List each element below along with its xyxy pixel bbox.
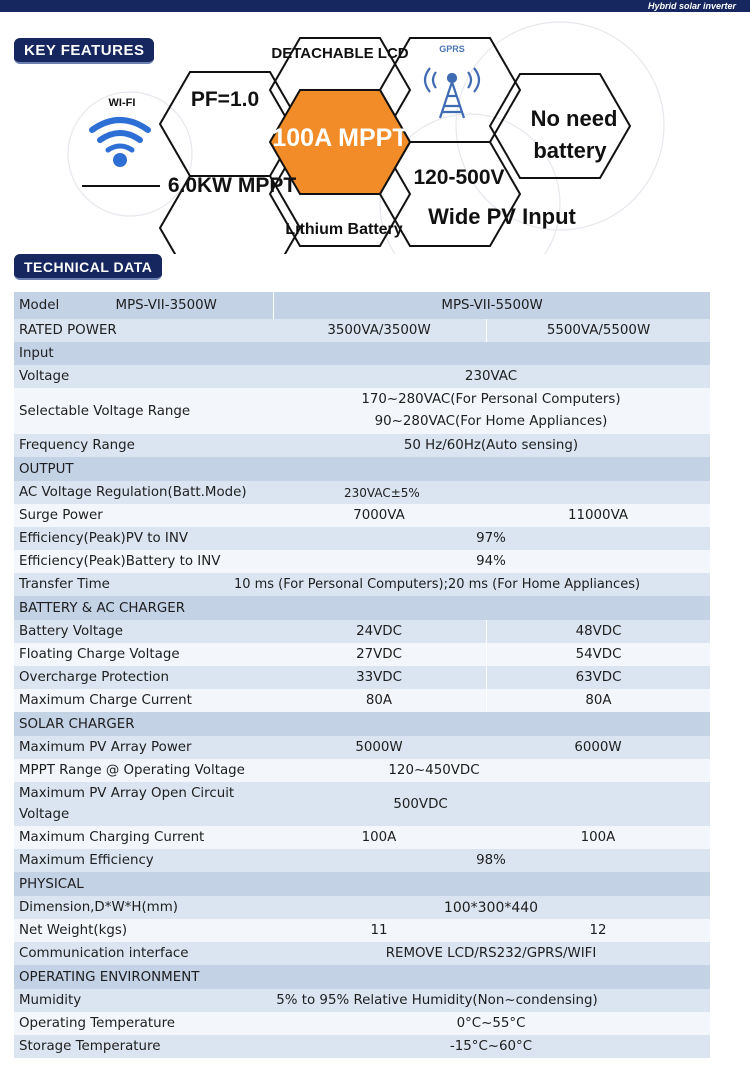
table-row bbox=[14, 826, 710, 849]
model-a: MPS-VII-3500W bbox=[115, 298, 217, 313]
wifi-label: WI-FI bbox=[108, 97, 136, 109]
table-row bbox=[14, 1035, 710, 1058]
battery-title: BATTERY & AC CHARGER bbox=[19, 600, 186, 616]
mppt-range-label: MPPT Range @ Operating Voltage bbox=[19, 763, 245, 778]
max-charge-label: Maximum Charge Current bbox=[19, 693, 192, 708]
surge-a: 7000VA bbox=[353, 508, 405, 523]
table-row bbox=[14, 689, 710, 712]
floating-label: Floating Charge Voltage bbox=[19, 647, 180, 662]
max-charge-a: 80A bbox=[365, 693, 393, 708]
humidity-value: 5% to 95% Relative Humidity(Non~condensing) bbox=[276, 993, 598, 1008]
surge-b: 11000VA bbox=[567, 508, 629, 523]
regulation-value: 230VAC±5% bbox=[344, 485, 420, 500]
pf-text: PF=1.0 bbox=[190, 88, 260, 111]
table-row bbox=[14, 896, 710, 919]
environment-title: OPERATING ENVIRONMENT bbox=[19, 969, 200, 985]
section-battery bbox=[14, 596, 710, 620]
section-output bbox=[14, 457, 710, 481]
mppt-range-value: 120~450VDC bbox=[388, 763, 480, 778]
eff-pv-label: Efficiency(Peak)PV to INV bbox=[19, 531, 189, 546]
floating-b: 54VDC bbox=[486, 643, 710, 666]
op-temp-value: 0°C~55°C bbox=[456, 1016, 526, 1031]
table-row-rated-power bbox=[14, 319, 710, 342]
physical-title: PHYSICAL bbox=[19, 876, 84, 892]
section-environment bbox=[14, 965, 710, 989]
max-eff-value: 98% bbox=[476, 853, 506, 868]
table-row bbox=[14, 643, 710, 666]
rated-power-a: 3500VA/3500W bbox=[327, 323, 431, 338]
overcharge-label: Overcharge Protection bbox=[19, 670, 169, 685]
key-features-diagram bbox=[0, 14, 750, 254]
floating-a: 27VDC bbox=[356, 647, 402, 662]
open-circuit-value: 500VDC bbox=[393, 796, 448, 812]
selectable-values bbox=[272, 388, 710, 434]
table-row bbox=[14, 388, 710, 434]
dimension-label: Dimension,D*W*H(mm) bbox=[19, 900, 178, 915]
table-row bbox=[14, 666, 710, 689]
charging-current-b: 100A bbox=[580, 830, 616, 845]
section-physical bbox=[14, 872, 710, 896]
table-row-model bbox=[14, 292, 710, 319]
table-row bbox=[14, 989, 710, 1012]
lcd-text: DETACHABLE LCD bbox=[271, 45, 409, 62]
max-charge-b: 80A bbox=[486, 689, 710, 712]
mppt100-text: 100A MPPT bbox=[272, 124, 408, 152]
transfer-label: Transfer Time bbox=[19, 577, 110, 592]
table-row bbox=[14, 849, 710, 872]
table-row bbox=[14, 919, 710, 942]
max-pv-a: 5000W bbox=[355, 740, 403, 755]
batt-voltage-a: 24VDC bbox=[356, 624, 402, 639]
table-row bbox=[14, 620, 710, 643]
input-title: Input bbox=[19, 346, 54, 361]
rated-power-label: RATED POWER bbox=[19, 323, 117, 338]
section-solar bbox=[14, 712, 710, 736]
charging-current-label: Maximum Charging Current bbox=[19, 830, 205, 845]
table-row bbox=[14, 1012, 710, 1035]
table-row bbox=[14, 481, 710, 504]
op-temp-label: Operating Temperature bbox=[19, 1016, 176, 1031]
humidity-label: Mumidity bbox=[19, 993, 82, 1008]
voltage-label: Voltage bbox=[19, 369, 70, 384]
transfer-value: 10 ms (For Personal Computers);20 ms (For Home Appliances) bbox=[233, 577, 641, 592]
storage-temp-value: -15°C~60°C bbox=[449, 1039, 533, 1054]
surge-label: Surge Power bbox=[19, 508, 103, 523]
wifi-icon bbox=[92, 120, 148, 167]
overcharge-b: 63VDC bbox=[486, 666, 710, 689]
lithium-text: Lithium Battery bbox=[285, 221, 403, 238]
spec-table bbox=[14, 292, 710, 1058]
comm-value: REMOVE LCD/RS232/GPRS/WIFI bbox=[385, 946, 597, 961]
eff-batt-label: Efficiency(Peak)Battery to INV bbox=[19, 554, 221, 569]
open-circuit-label: Maximum PV Array Open Circuit Voltage bbox=[19, 786, 235, 822]
charging-current-a: 100A bbox=[361, 830, 397, 845]
weight-label: Net Weight(kgs) bbox=[19, 923, 128, 938]
max-eff-label: Maximum Efficiency bbox=[19, 853, 154, 868]
storage-temp-label: Storage Temperature bbox=[19, 1039, 161, 1054]
selectable-line1: 170~280VAC(For Personal Computers) bbox=[361, 392, 621, 407]
batt-voltage-label: Battery Voltage bbox=[19, 624, 124, 639]
voltage-value: 230VAC bbox=[464, 369, 518, 384]
gprs-label: GPRS bbox=[439, 44, 465, 54]
mppt6-text: 6.0KW MPPT bbox=[167, 174, 297, 197]
weight-a: 11 bbox=[370, 923, 388, 938]
weight-b: 12 bbox=[589, 923, 607, 938]
wide-pv-text: Wide PV Input bbox=[428, 204, 576, 229]
section-input bbox=[14, 342, 710, 365]
max-pv-b: 6000W bbox=[574, 740, 622, 755]
no-battery-line2: battery bbox=[533, 138, 607, 163]
table-row bbox=[14, 573, 710, 596]
pv-range-text: 120-500V bbox=[413, 166, 505, 189]
model-b: MPS-VII-5500W bbox=[273, 292, 710, 319]
solar-title: SOLAR CHARGER bbox=[19, 716, 135, 732]
max-pv-label: Maximum PV Array Power bbox=[19, 740, 192, 755]
table-row bbox=[14, 736, 710, 759]
model-label: Model bbox=[19, 298, 60, 313]
top-banner bbox=[0, 0, 750, 12]
banner-title: Hybrid solar inverter bbox=[647, 1, 736, 11]
comm-label: Communication interface bbox=[19, 946, 189, 961]
eff-pv-value: 97% bbox=[476, 531, 506, 546]
overcharge-a: 33VDC bbox=[356, 670, 402, 685]
table-row bbox=[14, 759, 710, 782]
table-row bbox=[14, 365, 710, 388]
table-row bbox=[14, 942, 710, 965]
table-row bbox=[14, 434, 710, 457]
no-battery-line1: No need bbox=[530, 106, 618, 131]
frequency-label: Frequency Range bbox=[19, 438, 135, 453]
batt-voltage-b: 48VDC bbox=[486, 620, 710, 643]
table-row bbox=[14, 782, 710, 826]
key-features-label: KEY FEATURES bbox=[14, 38, 154, 64]
dimension-value: 100*300*440 bbox=[443, 899, 539, 916]
technical-data-label: TECHNICAL DATA bbox=[14, 254, 162, 280]
frequency-value: 50 Hz/60Hz(Auto sensing) bbox=[403, 438, 579, 453]
antenna-icon bbox=[425, 68, 479, 118]
selectable-line2: 90~280VAC(For Home Appliances) bbox=[374, 414, 608, 429]
eff-batt-value: 94% bbox=[476, 554, 506, 569]
regulation-label: AC Voltage Regulation(Batt.Mode) bbox=[19, 485, 247, 500]
table-row bbox=[14, 504, 710, 527]
rated-power-b: 5500VA/5500W bbox=[486, 319, 710, 342]
table-row bbox=[14, 527, 710, 550]
output-title: OUTPUT bbox=[19, 461, 74, 477]
table-row bbox=[14, 550, 710, 573]
selectable-label: Selectable Voltage Range bbox=[19, 403, 191, 419]
